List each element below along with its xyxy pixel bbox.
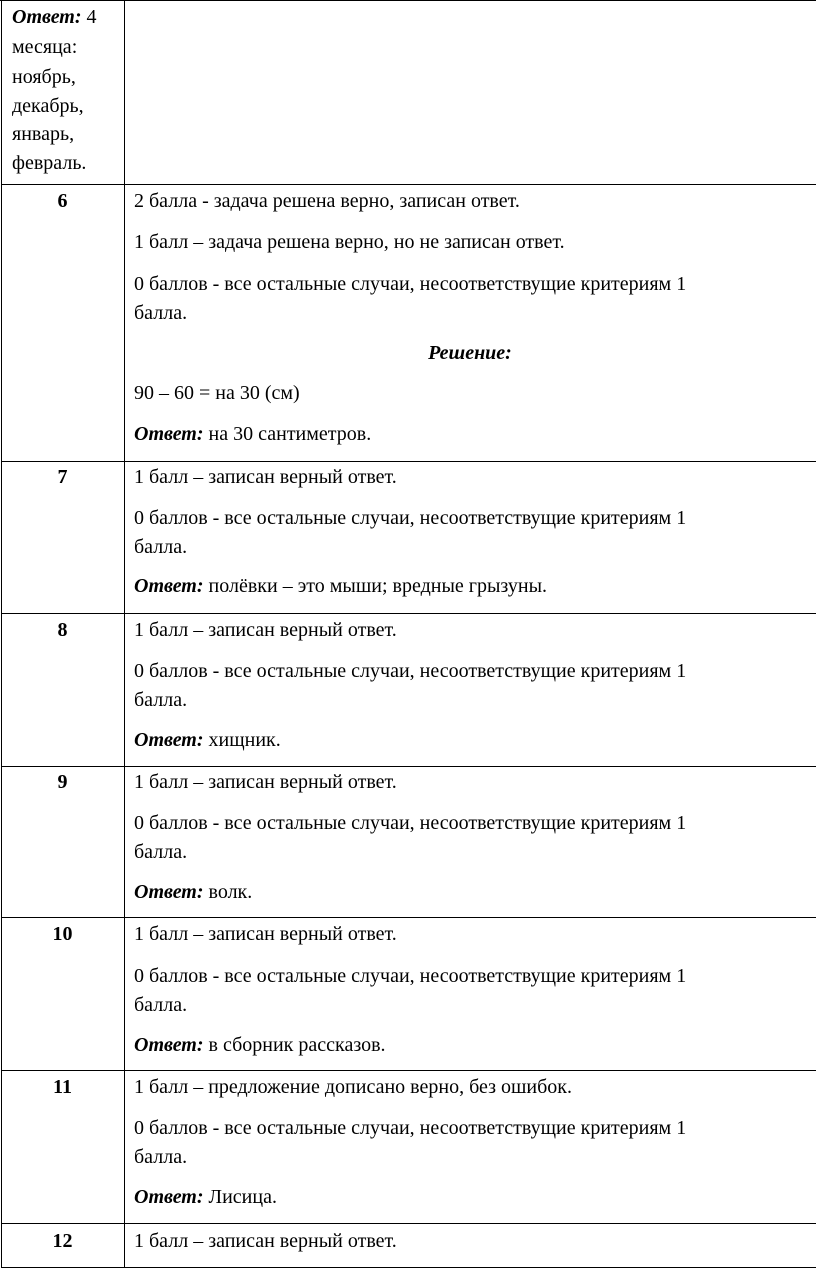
criteria-line: балла. (134, 841, 188, 863)
criteria-line: 1 балл – записан верный ответ. (134, 466, 397, 488)
task-number: 10 (52, 923, 73, 945)
answer-label: Ответ: (134, 729, 204, 751)
row-divider (1, 613, 816, 614)
criteria-line: 1 балл – предложение дописано верно, без ошибок. (134, 1076, 572, 1098)
solution-heading: Решение: (428, 342, 512, 364)
answer-label: Ответ: (134, 881, 204, 903)
criteria-line: балла. (134, 302, 188, 324)
answer-text: на 30 сантиметров. (203, 423, 372, 445)
row-divider (1, 917, 816, 918)
criteria-line: 0 баллов - все остальные случаи, несоответствущие критериям 1 (134, 812, 687, 834)
answer-text: полёвки – это мыши; вредные грызуны. (203, 575, 548, 597)
text-line: ноябрь, (12, 66, 76, 88)
column-divider (124, 0, 125, 1268)
answer-label: Ответ: (134, 1186, 204, 1208)
answer-label: Ответ: (134, 575, 204, 597)
table-border (0, 0, 816, 1)
answer-text: Лисица. (203, 1186, 277, 1208)
answer-text: волк. (203, 881, 253, 903)
answer-line (134, 1185, 277, 1209)
answer-number: 4 (81, 6, 97, 28)
task-number: 9 (57, 771, 68, 793)
criteria-line: 1 балл – задача решена верно, но не записан ответ. (134, 231, 565, 253)
criteria-line: балла. (134, 689, 188, 711)
table-border (1, 1267, 816, 1268)
task-number: 6 (57, 190, 68, 212)
row-divider (1, 184, 816, 185)
criteria-line: балла. (134, 994, 188, 1016)
task-number: 12 (52, 1230, 73, 1252)
criteria-line: 1 балл – записан верный ответ. (134, 771, 397, 793)
text-line: декабрь, (12, 95, 84, 117)
criteria-line: 0 баллов - все остальные случаи, несоответствущие критериям 1 (134, 273, 687, 295)
criteria-line: 1 балл – записан верный ответ. (134, 923, 397, 945)
row-divider (1, 461, 816, 462)
row-divider (1, 1070, 816, 1071)
answer-line (134, 1033, 386, 1057)
answer-label: Ответ: (134, 423, 204, 445)
task-number: 11 (53, 1076, 72, 1098)
criteria-line: балла. (134, 1146, 188, 1168)
text-line: февраль. (12, 152, 87, 174)
text-line: месяца: (12, 36, 78, 58)
answer-label: Ответ: (12, 6, 82, 28)
task-number: 7 (57, 466, 68, 488)
criteria-line: 1 балл – записан верный ответ. (134, 619, 397, 641)
criteria-line: балла. (134, 536, 188, 558)
answer-label: Ответ: (134, 1034, 204, 1056)
answer-line (134, 728, 281, 752)
criteria-line: 0 баллов - все остальные случаи, несоответствущие критериям 1 (134, 507, 687, 529)
criteria-line: 0 баллов - все остальные случаи, несоответствущие критериям 1 (134, 1117, 687, 1139)
criteria-line: 0 баллов - все остальные случаи, несоответствущие критериям 1 (134, 965, 687, 987)
text-line: январь, (12, 123, 75, 145)
solution-line: 90 – 60 = на 30 (см) (134, 382, 300, 404)
answer-line (134, 574, 547, 598)
criteria-line: 2 балла - задача решена верно, записан ответ. (134, 190, 520, 212)
row-divider (1, 766, 816, 767)
answer-line (134, 422, 371, 446)
criteria-line: 1 балл – записан верный ответ. (134, 1230, 397, 1252)
answer-line (134, 880, 252, 904)
answer-line (12, 5, 97, 29)
task-number: 8 (57, 619, 68, 641)
answer-text: хищник. (203, 729, 281, 751)
answer-text: в сборник рассказов. (203, 1034, 386, 1056)
row-divider (1, 1223, 816, 1224)
criteria-line: 0 баллов - все остальные случаи, несоответствущие критериям 1 (134, 660, 687, 682)
